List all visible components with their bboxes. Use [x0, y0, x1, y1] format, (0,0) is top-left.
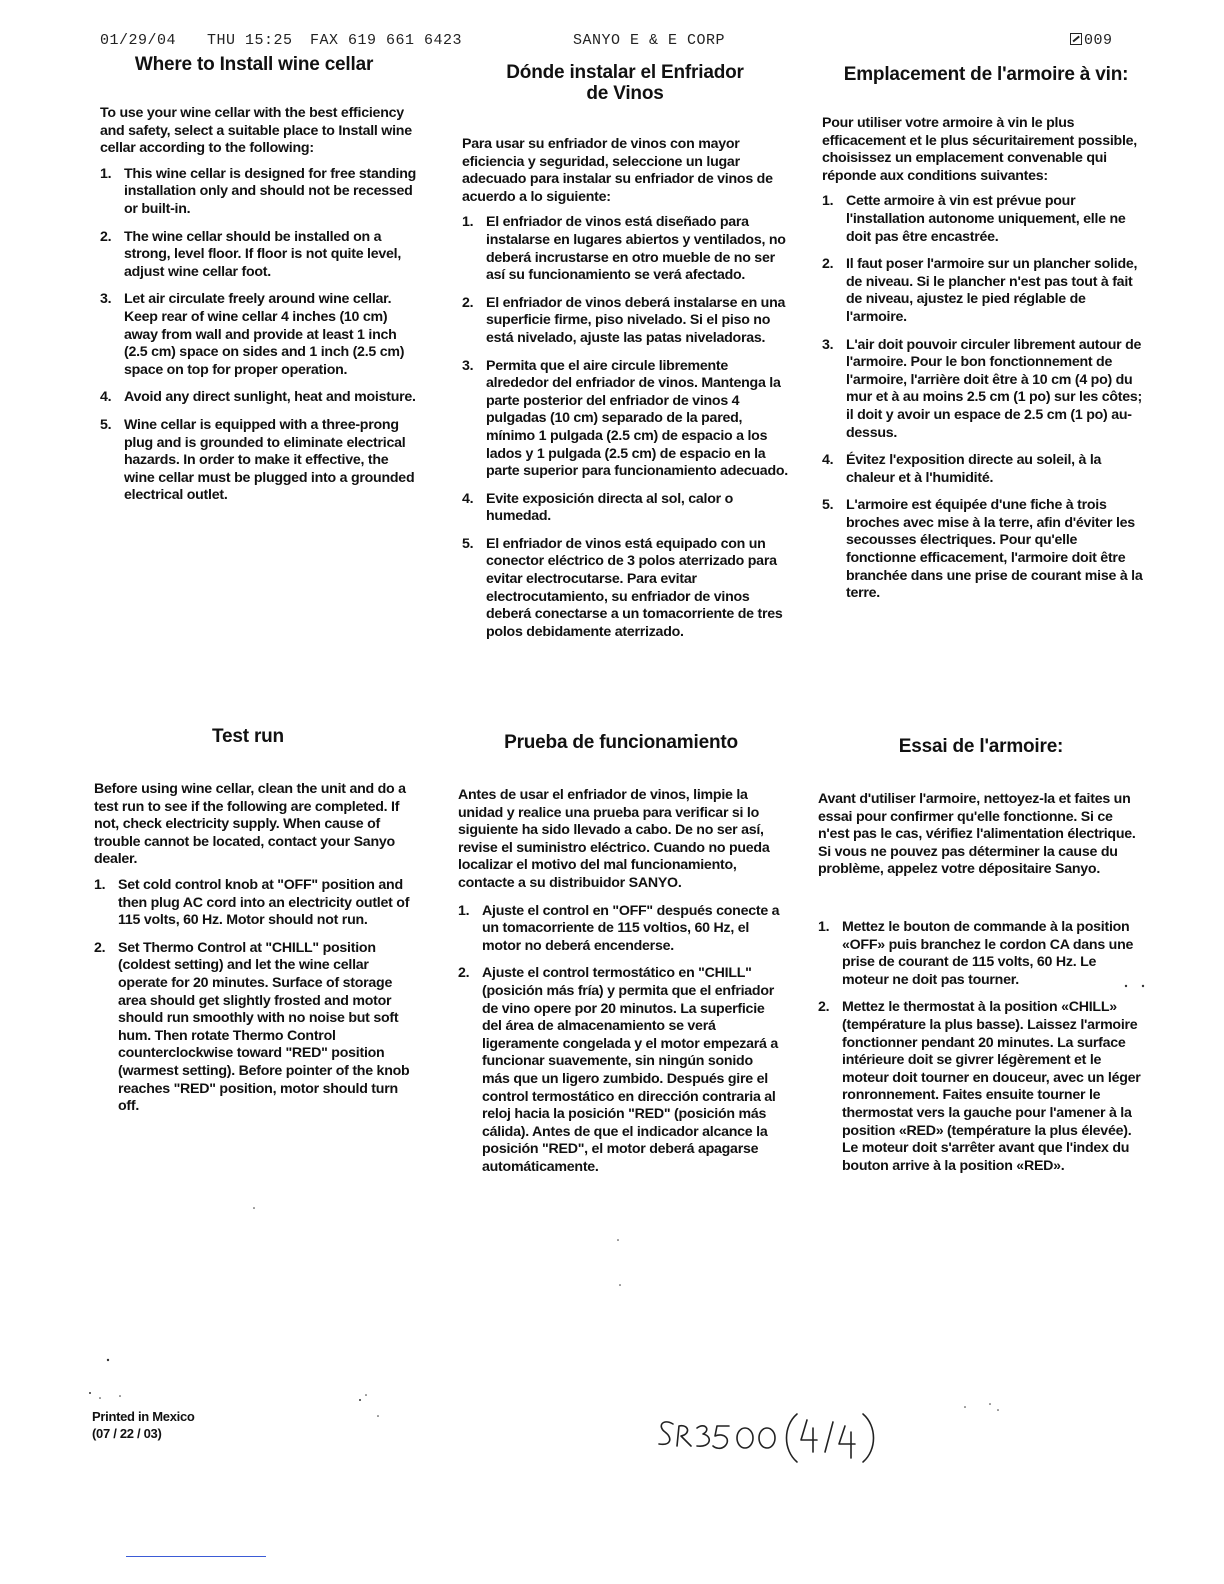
list-item: 2. Il faut poser l'armoire sur un plancher solide, de niveau. Si le plancher n'est pas tout à fait de niveau, ajustez le pied réglable de l'armoire. — [822, 256, 1138, 325]
scan-line — [126, 1556, 266, 1557]
list-item: 2. Mettez le thermostat à la position «CHILL» (température la plus basse). Laissez l'armoire fonctionner pendant 20 minutes. La surface intérieure doit se givrer légèrement et le moteur doit tourner en douceur, avec un léger ronronnement. Faites ensuite tourner le thermostat vers la gauche pour l'amener à la position «RED» (température la plus élevée). Le moteur doit s'arrêter avant que l'index du bouton arrive à la position «RED». — [818, 999, 1141, 1174]
fax-number: FAX 619 661 6423 — [310, 32, 463, 49]
fax-sender: SANYO E & E CORP — [573, 32, 726, 49]
list-item: 3. Permita que el aire circule libremente alrededor del enfriador de vinos. Mantenga la parte posterior del enfriador de vinos 4 pulgadas (10 cm) separado de la pared, mínimo 1 pulgada (2.5 cm) de espacio a los lados y 1 pulgada (2.5 cm) de espacio en la parte superior para funcionamiento adecuado. — [462, 357, 788, 480]
fax-page — [1070, 32, 1113, 49]
list-item: 1. Set cold control knob at "OFF" position and then plug AC cord into an electricity outlet of 115 volts, 60 Hz. Motor should not run. — [94, 876, 410, 929]
handwritten-note — [655, 1406, 895, 1470]
test-fr-list — [818, 919, 1144, 1175]
install-es-list — [462, 214, 788, 641]
fax-page-icon — [1070, 33, 1082, 45]
test-fr — [818, 736, 1144, 1185]
test-es-list — [458, 903, 784, 1177]
list-item: 2. Set Thermo Control at "CHILL" position (coldest setting) and let the wine cellar operate for 20 minutes. Surface of storage area should get slightly frosted and motor should run smoothly with no noise but soft hum. Then rotate Thermo Control counterclockwise toward "RED" position (warmest setting). Before pointer of the knob reaches "RED" position, motor should turn off. — [94, 939, 410, 1115]
footer-printed: Printed in Mexico — [92, 1409, 195, 1424]
list-item: 1. Cette armoire à vin est prévue pour l'installation autonome uniquement, elle ne doit pas être encastrée. — [822, 193, 1126, 245]
list-item: 1. El enfriador de vinos está diseñado para instalarse en lugares abiertos y ventilados, no deberá incrustarse en otro mueble de no ser así su funcionamiento se verá afectado. — [462, 214, 786, 284]
list-item: 3. Let air circulate freely around wine cellar. Keep rear of wine cellar 4 inches (10 cm) away from wall and provide at least 1 inch (2.5 cm) space on sides and 1 inch (2.5 cm) space on top for proper operation. — [100, 291, 405, 378]
list-item: 5. Wine cellar is equipped with a three-prong plug and is grounded to eliminate electrical hazards. In order to make it effective, the wine cellar must be plugged into a grounded electrical outlet. — [100, 416, 415, 504]
list-item: 1. Mettez le bouton de commande à la position «OFF» puis branchez le cordon CA dans une prise de courant de 115 volts, 60 Hz. Le moteur ne doit pas tourner. — [818, 918, 1134, 988]
footer-date: (07 / 22 / 03) — [92, 1426, 162, 1441]
install-es-title: Dónde instalar el Enfriador de Vinos — [506, 62, 744, 104]
fax-day-time: THU 15:25 — [207, 32, 293, 49]
install-fr-list — [822, 193, 1150, 602]
list-item: 5. L'armoire est équipée d'une fiche à trois broches avec mise à la terre, afin d'éviter les secousses électriques. Pour qu'elle fonctionne efficacement, l'armoire doit être branchée dans une prise de courant mise à la terre. — [822, 497, 1143, 602]
test-es-title: Prueba de funcionamiento — [504, 732, 738, 753]
list-item: 2. El enfriador de vinos deberá instalarse en una superficie firme, piso nivelado. Si el piso no está nivelado, ajuste las patas niveladoras. — [462, 294, 786, 346]
list-item: 1. This wine cellar is designed for free standing installation only and should not be recessed or built-in. — [100, 165, 417, 217]
list-item: 1. Ajuste el control en "OFF" después conecte a un tomacorriente de 115 voltios, 60 Hz, el motor no deberá encenderse. — [458, 902, 780, 954]
test-es — [458, 732, 784, 1186]
test-fr-intro: Avant d'utiliser l'armoire, nettoyez-la et faites un essai pour confirmer qu'elle fonctionne. Si ce n'est pas le cas, vérifiez l'alimentation électrique. Si vous ne pouvez pas déterminer la cause du problème, appelez votre dépositaire Sanyo. — [818, 791, 1136, 878]
test-fr-title: Essai de l'armoire: — [898, 736, 1064, 757]
install-fr — [822, 64, 1150, 613]
test-es-intro: Antes de usar el enfriador de vinos, limpie la unidad y realice una prueba para verificar si lo siguiente ha sido llevado a cabo. De no ser así, revise el suministro eléctrico. Cuando no pueda localizar el motivo del mal funcionamiento, contacte a su distribuidor SANYO. — [458, 787, 770, 891]
list-item: 2. The wine cellar should be installed on a strong, level floor. If floor is not quite level, adjust wine cellar foot. — [100, 228, 402, 280]
fax-page-number: 009 — [1084, 32, 1113, 49]
install-es-intro: Para usar su enfriador de vinos con mayor eficiencia y seguridad, seleccione un lugar adecuado para instalar su enfriador de vinos de acuerdo a lo siguiente: — [462, 136, 773, 205]
fax-header — [100, 32, 1130, 54]
list-item: 4. Évitez l'exposition directe au soleil, à la chaleur et à l'humidité. — [822, 452, 1102, 486]
list-item: 4. Evite exposición directa al sol, calor o humedad. — [462, 490, 734, 525]
test-en-title: Test run — [212, 726, 284, 747]
install-en-list — [100, 166, 418, 505]
install-en-title: Where to Install wine cellar — [134, 54, 374, 75]
footer — [92, 1408, 195, 1442]
test-en-list — [94, 877, 412, 1116]
list-item: 3. L'air doit pouvoir circuler librement autour de l'armoire. Pour le bon fonctionnement de l'armoire, l'arrière doit être à 10 cm (4 po) du mur et à au moins 2.5 cm (1 po) sur les côtes; il doit y avoir un espace de 2.5 cm (1 po) au-dessus. — [822, 336, 1142, 441]
list-item: 5. El enfriador de vinos está equipado con un conector eléctrico de 3 polos aterrizado para evitar electrocutarse. Para evitar electrocutamiento, su enfriador de vinos deberá conectarse a un tomacorriente de tres polos debidamente aterrizado. — [462, 535, 783, 640]
install-en — [100, 54, 418, 515]
install-en-intro: To use your wine cellar with the best efficiency and safety, select a suitable place to Install wine cellar according to the following: — [100, 105, 412, 157]
test-en — [94, 726, 412, 1126]
test-en-intro: Before using wine cellar, clean the unit and do a test run to see if the following are completed. If not, check electricity supply. When cause of trouble cannot be located, contact your Sanyo dealer. — [94, 781, 406, 868]
install-es — [462, 62, 788, 651]
list-item: 4. Avoid any direct sunlight, heat and moisture. — [100, 389, 416, 406]
install-fr-intro: Pour utiliser votre armoire à vin le plus efficacement et le plus sécuritairement possible, choisissez un emplacement convenable qui réponde aux conditions suivantes: — [822, 115, 1137, 184]
fax-date: 01/29/04 — [100, 32, 177, 49]
list-item: 2. Ajuste el control termostático en "CHILL" (posición más fría) y permita que el enfriador de vino opere por 20 minutos. La superficie del área de almacenamiento se verá ligeramente congelada y el motor empezará a funcionar suavemente, sin ningún sonido más que un ligero zumbido. Después gire el control termostático en dirección contraria al reloj hacia la posición "RED" (posición más cálida). Antes de que el indicador alcance la posición "RED", el motor deberá apagarse automáticamente. — [458, 965, 778, 1175]
install-fr-title: Emplacement de l'armoire à vin: — [843, 64, 1129, 85]
